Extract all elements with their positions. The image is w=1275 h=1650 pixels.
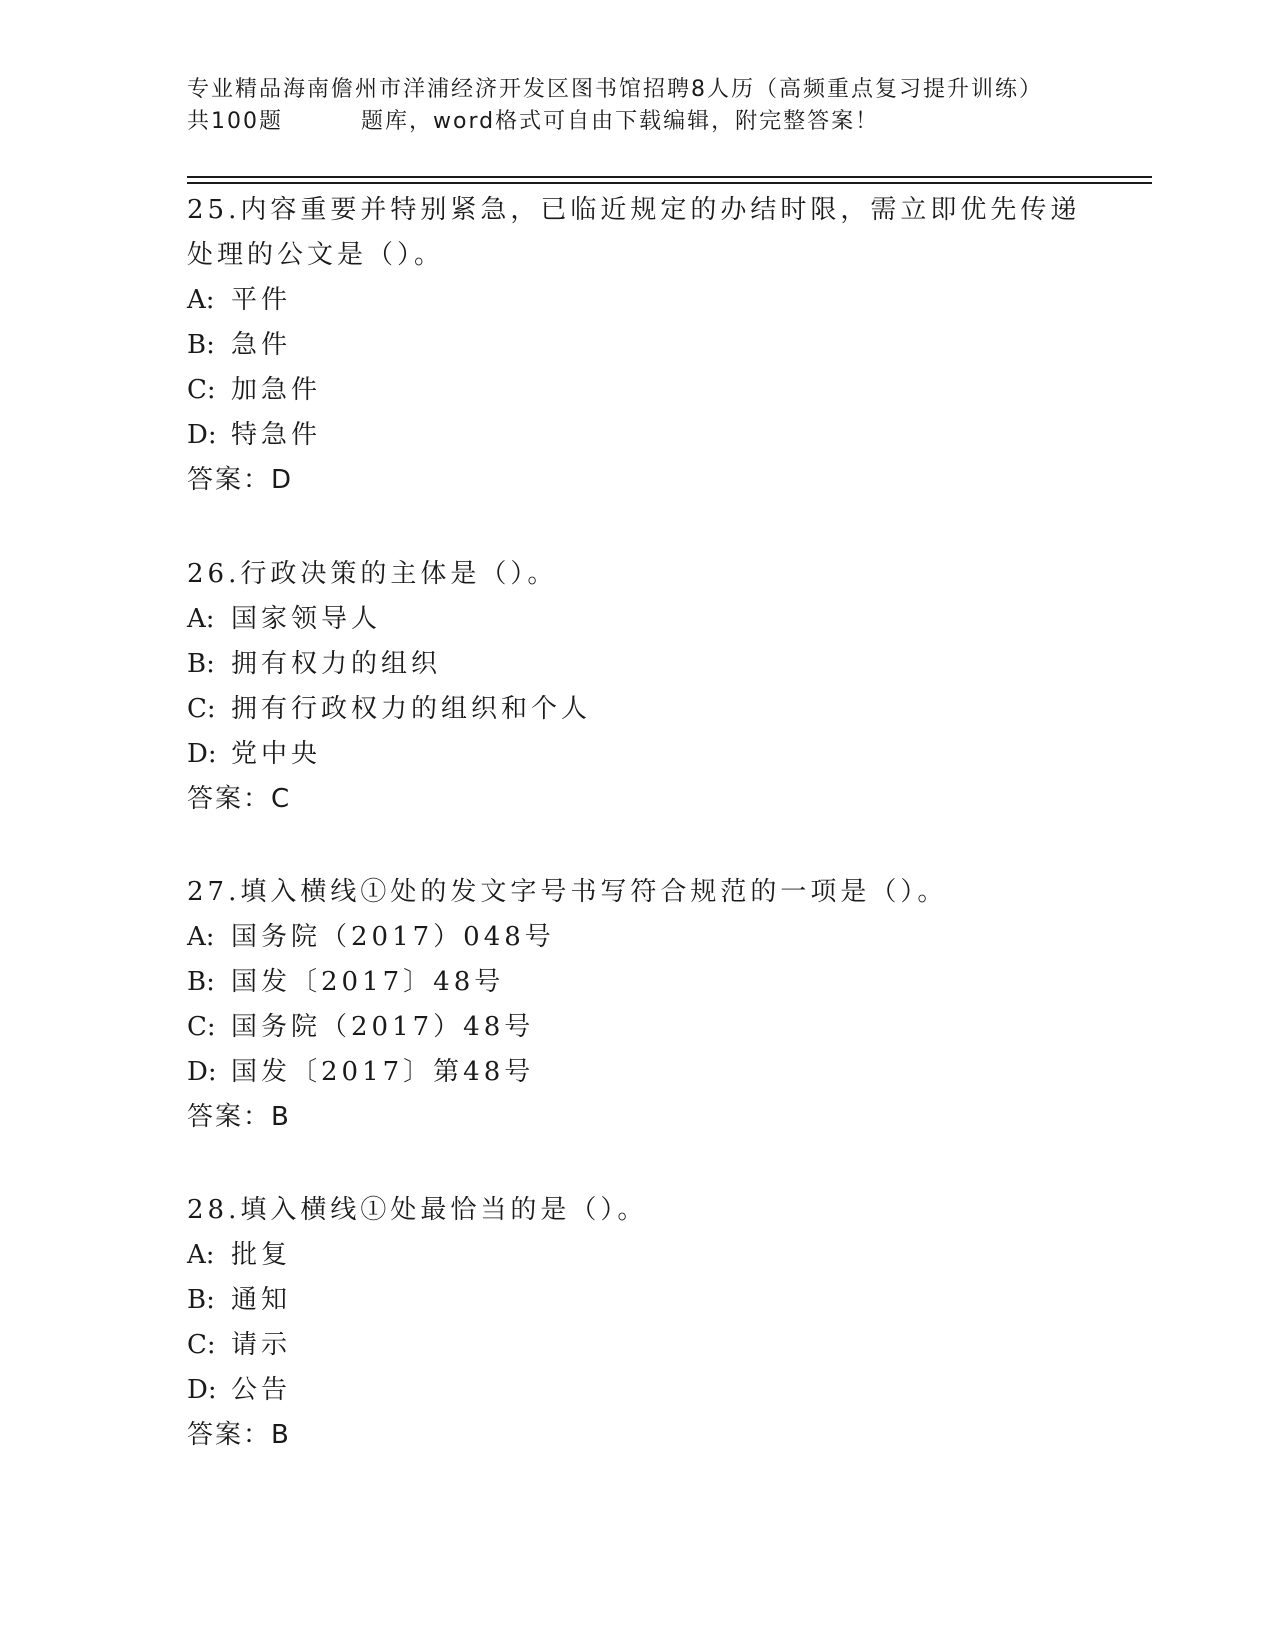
header-description: 题库，word格式可自由下载编辑，附完整答案！ <box>361 109 880 134</box>
option-key: A: <box>187 285 215 315</box>
answer-text: 答案：B <box>187 1102 291 1132</box>
option-text: 通知 <box>231 1285 292 1315</box>
option-a <box>187 915 1087 960</box>
option-key: C: <box>187 1330 216 1360</box>
option-key: C: <box>187 375 216 405</box>
option-text: 拥有权力的组织 <box>231 649 442 679</box>
option-c <box>187 368 1087 413</box>
question-stem: 26.行政决策的主体是（）。 <box>187 559 558 589</box>
question-stem: 27.填入横线①处的发文字号书写符合规范的一项是（）。 <box>187 877 948 907</box>
question-25 <box>187 188 1087 503</box>
option-key: C: <box>187 1012 216 1042</box>
option-text: 国家领导人 <box>231 604 382 634</box>
header-count: 共100题 <box>187 109 283 134</box>
option-text: 公告 <box>231 1375 292 1405</box>
option-a <box>187 1233 1087 1278</box>
option-key: B: <box>187 1285 215 1315</box>
option-key: A: <box>187 604 215 634</box>
header-divider-top <box>187 176 1152 178</box>
document-header <box>187 74 1087 138</box>
question-26 <box>187 552 1087 822</box>
header-subtitle <box>187 106 1087 138</box>
header-title: 专业精品海南儋州市洋浦经济开发区图书馆招聘8人历（高频重点复习提升训练） <box>187 77 1043 102</box>
option-text: 国务院（2017）048号 <box>231 922 555 952</box>
question-stem: 25.内容重要并特别紧急，已临近规定的办结时限，需立即优先传递处理的公文是（）。 <box>187 195 1081 270</box>
option-c <box>187 687 1087 732</box>
option-a <box>187 278 1087 323</box>
option-key: B: <box>187 330 215 360</box>
option-text: 党中央 <box>231 739 322 769</box>
option-text: 批复 <box>231 1240 292 1270</box>
answer-text: 答案：B <box>187 1420 291 1450</box>
option-b <box>187 960 1087 1005</box>
option-b <box>187 642 1087 687</box>
option-text: 请示 <box>231 1330 292 1360</box>
option-c <box>187 1323 1087 1368</box>
option-key: A: <box>187 922 215 952</box>
option-b <box>187 323 1087 368</box>
answer-text: 答案：C <box>187 784 292 814</box>
option-text: 拥有行政权力的组织和个人 <box>231 694 592 724</box>
option-text: 特急件 <box>231 420 322 450</box>
option-key: C: <box>187 694 216 724</box>
option-text: 国发〔2017〕第48号 <box>231 1057 535 1087</box>
option-key: D: <box>187 1057 217 1087</box>
option-b <box>187 1278 1087 1323</box>
option-key: D: <box>187 1375 217 1405</box>
option-text: 加急件 <box>231 375 322 405</box>
header-divider-bottom <box>187 182 1152 184</box>
option-d <box>187 413 1087 458</box>
option-text: 国务院（2017）48号 <box>231 1012 535 1042</box>
option-d <box>187 732 1087 777</box>
option-text: 平件 <box>231 285 292 315</box>
option-d <box>187 1368 1087 1413</box>
question-stem: 28.填入横线①处最恰当的是（）。 <box>187 1195 648 1225</box>
option-key: D: <box>187 420 217 450</box>
option-a <box>187 597 1087 642</box>
question-28 <box>187 1188 1087 1458</box>
option-c <box>187 1005 1087 1050</box>
answer-text: 答案：D <box>187 465 294 495</box>
option-text: 急件 <box>231 330 292 360</box>
option-key: D: <box>187 739 217 769</box>
option-key: B: <box>187 967 215 997</box>
option-key: B: <box>187 649 215 679</box>
option-text: 国发〔2017〕48号 <box>231 967 505 997</box>
question-27 <box>187 870 1087 1140</box>
option-d <box>187 1050 1087 1095</box>
option-key: A: <box>187 1240 215 1270</box>
